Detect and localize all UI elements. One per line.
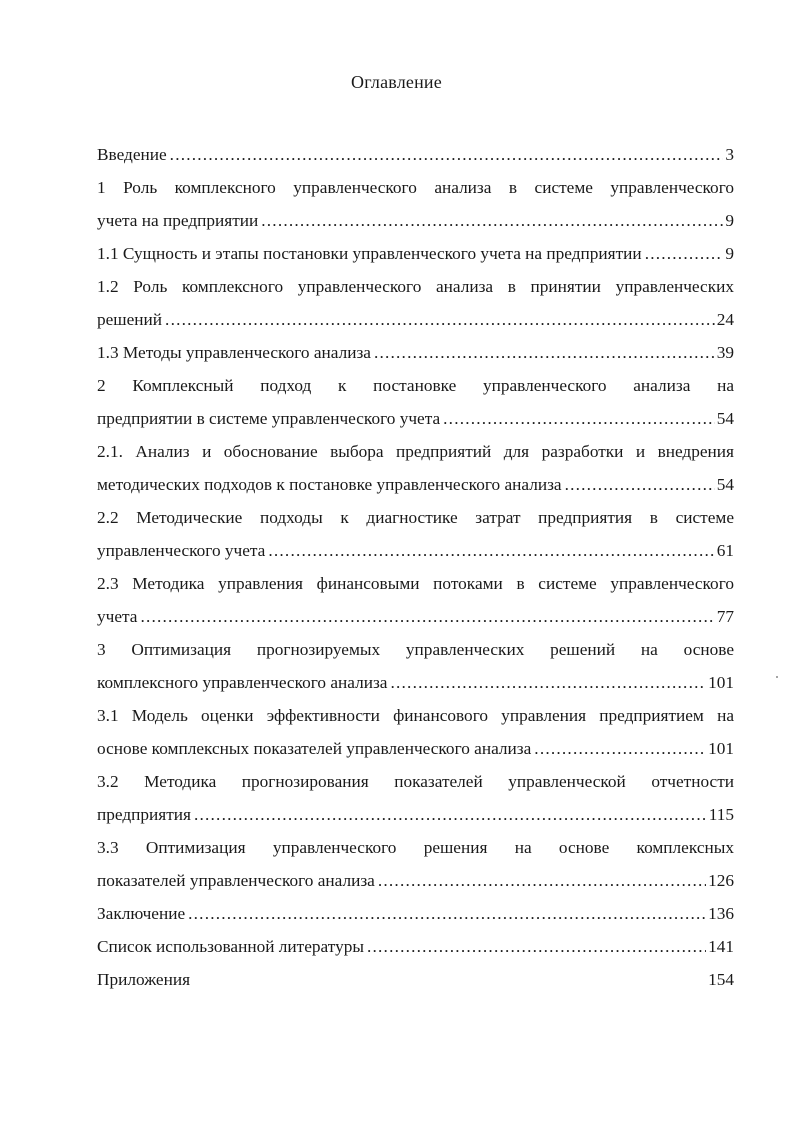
dot-leader (140, 600, 714, 633)
dot-leader (645, 237, 724, 270)
toc-entry-label: предприятия (97, 805, 191, 824)
toc-page-number: 24 (716, 310, 734, 329)
toc-entry-label: управленческого учета (97, 541, 266, 560)
toc-page-number: 101 (708, 739, 734, 758)
toc-entry-chapter-1-line-2[interactable] (97, 204, 734, 237)
toc-entry-label: Заключение (97, 904, 186, 923)
dot-leader (261, 204, 723, 237)
toc-entry-conclusion[interactable] (97, 897, 734, 930)
dot-leader (374, 336, 715, 369)
dot-leader (390, 666, 706, 699)
toc-entry-label: 3.3 Оптимизация управленческого решения на основе комплексных (97, 838, 734, 857)
toc-page-number: 54 (716, 475, 734, 494)
toc-page-number: 3 (725, 145, 734, 164)
toc-entry-label: 3 Оптимизация прогнозируемых управленческих решений на основе (97, 640, 734, 659)
toc-entry-section-3-1-line-2[interactable] (97, 732, 734, 765)
toc-entry-chapter-3-line-2[interactable] (97, 666, 734, 699)
dot-leader (534, 732, 706, 765)
toc-entry-references[interactable] (97, 930, 734, 963)
toc-entry-section-2-2-line-1[interactable] (97, 501, 734, 534)
toc-entry-section-2-2-line-2[interactable] (97, 534, 734, 567)
dot-leader (194, 798, 707, 831)
toc-page-number: 9 (725, 211, 734, 230)
toc-entry-label: 1.3 Методы управленческого анализа (97, 343, 371, 362)
toc-page-number: 115 (708, 805, 734, 824)
toc-page-number: 77 (716, 607, 734, 626)
toc-entry-chapter-2-line-2[interactable] (97, 402, 734, 435)
dot-leader (165, 303, 715, 336)
toc-entry-label: 3.1 Модель оценки эффективности финансового управления предприятием на (97, 706, 734, 725)
toc-entry-label: методических подходов к постановке управленческого анализа (97, 475, 562, 494)
dot-leader (565, 468, 715, 501)
toc-entry-section-1-1[interactable] (97, 237, 734, 270)
dot-leader (443, 402, 715, 435)
dot-leader (170, 138, 724, 171)
toc-entry-label: решений (97, 310, 163, 329)
page-title: Оглавление (351, 72, 442, 92)
toc-entry-section-2-3-line-1[interactable] (97, 567, 734, 600)
toc-entry-label: предприятии в системе управленческого учета (97, 409, 441, 428)
toc-page-number: 141 (708, 937, 734, 956)
toc-entry-chapter-3-line-1[interactable] (97, 633, 734, 666)
toc-entry-label: 2.2 Методические подходы к диагностике затрат предприятия в системе (97, 508, 734, 527)
toc-page-number: 54 (716, 409, 734, 428)
toc-entry-section-2-1-line-2[interactable] (97, 468, 734, 501)
toc-entry-label: 2.1. Анализ и обоснование выбора предприятий для разработки и внедрения (97, 442, 734, 461)
toc-entry-label: Список использованной литературы (97, 937, 364, 956)
toc-entry-label: показателей управленческого анализа (97, 871, 375, 890)
table-of-contents (97, 138, 734, 996)
toc-entry-label: 2 Комплексный подход к постановке управленческого анализа на (97, 376, 734, 395)
toc-entry-appendices[interactable] (97, 963, 734, 996)
toc-entry-section-3-1-line-1[interactable] (97, 699, 734, 732)
dot-leader (188, 897, 706, 930)
toc-entry-section-3-2-line-2[interactable] (97, 798, 734, 831)
dot-leader (367, 930, 706, 963)
toc-entry-chapter-1-line-1[interactable] (97, 171, 734, 204)
toc-entry-section-3-3-line-2[interactable] (97, 864, 734, 897)
toc-page-number: 9 (725, 244, 734, 263)
toc-entry-label: основе комплексных показателей управленческого анализа (97, 739, 532, 758)
toc-entry-label: 1 Роль комплексного управленческого анализа в системе управленческого (97, 178, 734, 197)
toc-entry-label: 1.2 Роль комплексного управленческого анализа в принятии управленческих (97, 277, 734, 296)
toc-entry-section-1-3[interactable] (97, 336, 734, 369)
toc-entry-label: комплексного управленческого анализа (97, 673, 388, 692)
toc-entry-label: 3.2 Методика прогнозирования показателей управленческой отчетности (97, 772, 734, 791)
toc-entry-label: Приложения (97, 970, 191, 989)
dot-leader (378, 864, 706, 897)
toc-page-number: 61 (716, 541, 734, 560)
toc-entry-label: учета (97, 607, 138, 626)
scan-speck (776, 676, 778, 678)
dot-leader (268, 534, 714, 567)
toc-page-number: 136 (708, 904, 734, 923)
toc-page-number: 39 (716, 343, 734, 362)
toc-entry-section-3-3-line-1[interactable] (97, 831, 734, 864)
toc-entry-section-3-2-line-1[interactable] (97, 765, 734, 798)
toc-entry-label: 2.3 Методика управления финансовыми потоками в системе управленческого (97, 574, 734, 593)
toc-entry-introduction[interactable] (97, 138, 734, 171)
toc-page-number: 154 (708, 970, 734, 989)
toc-entry-section-1-2-line-2[interactable] (97, 303, 734, 336)
toc-page-number: 101 (708, 673, 734, 692)
toc-entry-label: Введение (97, 145, 167, 164)
toc-entry-chapter-2-line-1[interactable] (97, 369, 734, 402)
toc-entry-label: 1.1 Сущность и этапы постановки управленческого учета на предприятии (97, 244, 642, 263)
toc-entry-label: учета на предприятии (97, 211, 259, 230)
toc-entry-section-1-2-line-1[interactable] (97, 270, 734, 303)
toc-entry-section-2-3-line-2[interactable] (97, 600, 734, 633)
toc-entry-section-2-1-line-1[interactable] (97, 435, 734, 468)
toc-page-number: 126 (708, 871, 734, 890)
